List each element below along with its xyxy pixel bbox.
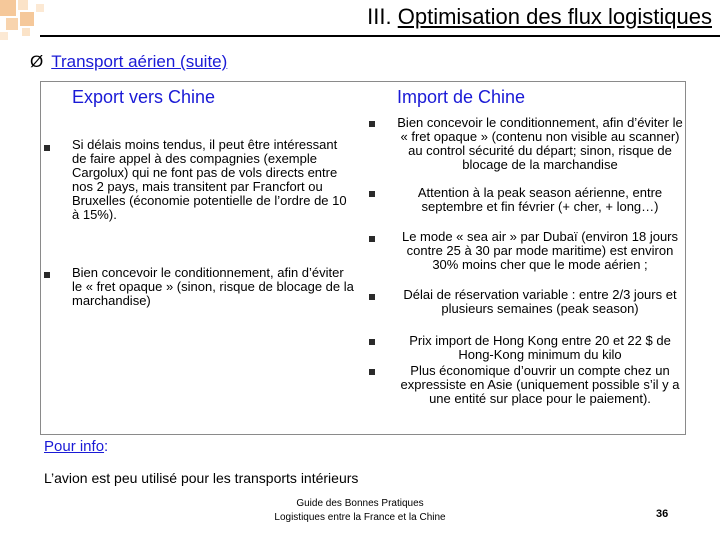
page-title [367, 4, 712, 30]
square-bullet-icon [369, 191, 375, 197]
page-number: 36 [656, 508, 669, 520]
section-heading [30, 52, 227, 72]
section-label: Transport aérien (suite) [51, 52, 228, 71]
import-bullet-6: Plus économique d’ouvrir un compte chez un expressiste en Asie (uniquement possible s’il y a une entité sur place pour le paiement). [400, 363, 680, 406]
export-bullet-2: Bien concevoir le conditionnement, afin d’éviter le « fret opaque » (sinon, risque de blocage de la marchandise) [72, 265, 354, 308]
import-bullet-3: Le mode « sea air » par Dubaï (environ 18 jours contre 25 à 30 par mode maritime) est environ 30% moins cher que le mode aérien ; [401, 229, 679, 272]
info-label-text: Pour info [44, 438, 105, 455]
import-bullet-2: Attention à la peak season aérienne, entre septembre et fin février (+ cher, + long…) [417, 185, 663, 214]
square-bullet-icon [369, 369, 375, 375]
import-bullet-1: Bien concevoir le conditionnement, afin d’éviter le « fret opaque » (contenu non visible au scanner) au control sécurité du départ; sinon, risque de blocage de la marchandise [397, 115, 683, 172]
footer-line-1: Guide des Bonnes Pratiques [296, 498, 424, 509]
square-bullet-icon [369, 294, 375, 300]
export-bullet-1: Si délais moins tendus, il peut être intéressant de faire appel à des compagnies (exemple Cargolux) qui ne font pas de vols directs entre nos 2 pays, mais transitent par Francfort ou Bruxelles (économie potentielle de l’ordre de 10 à 15%). [72, 137, 347, 222]
info-text: L’avion est peu utilisé pour les transports intérieurs [44, 470, 359, 486]
import-bullet-4: Délai de réservation variable : entre 2/3 jours et plusieurs semaines (peak season) [403, 287, 677, 316]
export-heading: Export vers Chine [72, 87, 216, 107]
square-bullet-icon [369, 236, 375, 242]
arrow-bullet-icon: Ø [30, 52, 44, 71]
square-bullet-icon [44, 145, 50, 151]
title-main: Optimisation des flux logistiques [397, 4, 712, 29]
title-rule [40, 35, 720, 37]
square-bullet-icon [44, 272, 50, 278]
info-colon: : [104, 438, 109, 455]
import-bullet-5: Prix import de Hong Kong entre 20 et 22 $ de Hong-Kong minimum du kilo [409, 333, 671, 362]
square-bullet-icon [369, 339, 375, 345]
title-prefix: III. [367, 4, 392, 29]
square-bullet-icon [369, 121, 375, 127]
box-divider [40, 434, 686, 435]
footer [240, 497, 480, 525]
import-heading: Import de Chine [397, 87, 526, 107]
footer-line-2: Logistiques entre la France et la Chine [274, 512, 446, 523]
info-label [44, 438, 108, 456]
corner-decoration [0, 0, 60, 46]
